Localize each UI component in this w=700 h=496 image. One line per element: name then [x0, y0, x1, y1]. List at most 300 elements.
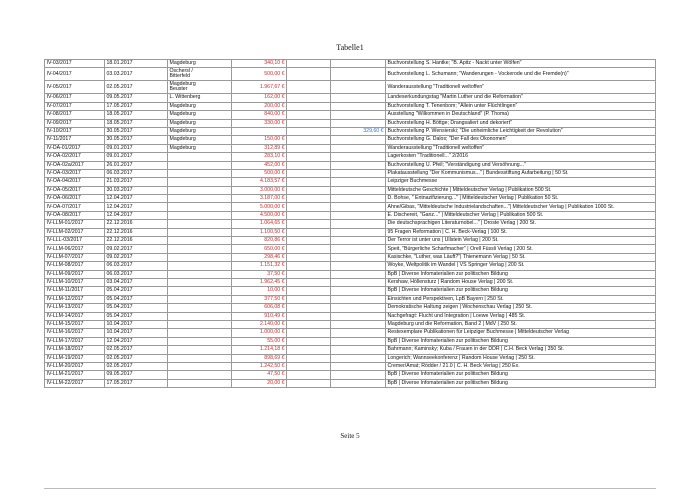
row-date-cell [105, 346, 168, 354]
row-place-text: Magdeburg [169, 102, 196, 109]
row-blank-cell [287, 203, 331, 211]
row-blank-cell [287, 102, 331, 110]
row-date-text: 18.01.2017 [106, 60, 133, 67]
row-id-text: IV-OA-03/2017 [46, 170, 81, 176]
row-id-cell [45, 278, 105, 286]
row-description-cell [386, 337, 656, 345]
row-description-text: Kershaw, Höllensturz | Random House Verlag | 200 St. [387, 279, 514, 286]
row-id-cell [45, 68, 105, 81]
row-description-text: Magdeburg und die Reformation, Band 2 | MdV | 250 St. [387, 321, 517, 328]
row-date-cell [105, 186, 168, 194]
row-blank-cell [287, 312, 331, 320]
row-place-cell [168, 111, 232, 119]
row-description-cell [386, 287, 656, 295]
row-date-cell [105, 94, 168, 102]
row-place-cell [168, 220, 232, 228]
row-id-cell [45, 304, 105, 312]
row-date-text: 30.05.2017 [106, 136, 133, 143]
row-place-cell [168, 346, 232, 354]
row-blank-cell [287, 237, 331, 245]
row-blank-cell [287, 178, 331, 186]
row-blank-cell [287, 245, 331, 253]
row-place-cell [168, 237, 232, 245]
row-description-text: Buchvorstellung H. Böttge; Drangsaliert und dekoriert" [387, 119, 512, 126]
row-date-text: 06.03.2017 [106, 262, 133, 269]
row-id-cell [45, 220, 105, 228]
row-description-cell [386, 278, 656, 286]
row-description-text: Longerich; Wannseekonferenz | Random House Verlag | 250 St. [387, 354, 535, 361]
row-id-text: IV-LLM-14/2017 [46, 312, 84, 319]
row-description-cell [386, 136, 656, 144]
row-date-cell [105, 228, 168, 236]
row-id-text: IV-10/2017 [46, 128, 72, 135]
row-description-text: Kasischke, "Luther, was Läuft?"| Thienemann Verlag | 50 St. [387, 253, 526, 260]
row-amount-text: 200,00 € [264, 102, 285, 109]
row-amount-cell [232, 245, 287, 253]
table-row [45, 60, 656, 68]
row-id-text: IV-LLM-17/2017 [46, 337, 84, 344]
row-description-cell [386, 237, 656, 245]
row-id-cell [45, 262, 105, 270]
row-blank-cell [287, 153, 331, 161]
row-date-text: 09.01.2017 [106, 153, 133, 160]
row-id-cell [45, 178, 105, 186]
row-place-cell [168, 195, 232, 203]
table-row [45, 68, 656, 81]
row-blank-cell [287, 195, 331, 203]
row-description-cell [386, 60, 656, 68]
row-date-cell [105, 153, 168, 161]
row-description-cell [386, 371, 656, 379]
row-date-text: 30.03.2017 [106, 186, 133, 193]
row-extra-amount-cell [331, 136, 386, 144]
row-amount-cell [232, 119, 287, 127]
row-date-text: 09.02.2017 [106, 245, 133, 252]
row-description-cell [386, 195, 656, 203]
row-amount-text: 10,00 € [267, 287, 285, 294]
row-date-text: 17.05.2017 [106, 379, 133, 386]
row-description-cell [386, 127, 656, 135]
row-extra-amount-cell [331, 253, 386, 261]
row-place-secondary-text: Beuster [169, 86, 188, 93]
row-id-text: IV-OA-02a/2017 [46, 161, 84, 168]
row-place-cell [168, 312, 232, 320]
row-description-cell [386, 94, 656, 102]
row-blank-cell [287, 278, 331, 286]
row-amount-text: 3.187,00 € [259, 195, 285, 202]
table-row [45, 337, 656, 345]
row-blank-cell [287, 136, 331, 144]
row-date-text: 30.05.2017 [106, 128, 133, 135]
row-blank-cell [287, 186, 331, 194]
row-extra-amount-cell [331, 329, 386, 337]
row-amount-text: 1.100,50 € [259, 228, 285, 235]
row-id-text: IV-LLM-21/2017 [46, 371, 84, 378]
row-place-cell [168, 262, 232, 270]
row-extra-amount-cell [331, 68, 386, 81]
row-amount-text: 150,00 € [264, 136, 285, 143]
row-description-cell [386, 153, 656, 161]
row-date-cell [105, 253, 168, 261]
table-row [45, 371, 656, 379]
table-row [45, 211, 656, 219]
row-amount-text: 1.962,45 € [259, 279, 285, 286]
row-description-cell [386, 169, 656, 177]
row-id-text: IV-OA-06/2017 [46, 195, 81, 202]
table-row [45, 304, 656, 312]
row-id-cell [45, 354, 105, 362]
row-extra-amount-cell [331, 60, 386, 68]
row-place-cell [168, 337, 232, 345]
row-id-text: IV-LLM-11/2017 [46, 287, 84, 294]
row-description-cell [386, 346, 656, 354]
row-id-cell [45, 237, 105, 245]
row-date-text: 09.02.2017 [106, 253, 133, 260]
row-blank-cell [287, 228, 331, 236]
row-extra-amount-cell [331, 169, 386, 177]
row-blank-cell [287, 253, 331, 261]
row-date-text: 06.03.2017 [106, 270, 133, 277]
row-place-text: Magdeburg [169, 136, 196, 143]
table-row [45, 81, 656, 94]
row-id-cell [45, 94, 105, 102]
table-row [45, 262, 656, 270]
row-date-cell [105, 320, 168, 328]
row-id-text: IV-OA-04/2017 [46, 178, 81, 185]
table-row [45, 102, 656, 110]
row-description-text: E. Dischereit, "Ganz..." | Mitteldeutscher Verlag | Publikation 500 St. [387, 211, 544, 218]
row-amount-text: 55,00 € [267, 337, 285, 344]
row-date-text: 03.04.2017 [106, 279, 133, 286]
row-description-text: BpB | Diverse Infomaterialien zur politischen Bildung [387, 379, 508, 386]
row-blank-cell [287, 94, 331, 102]
row-extra-amount-cell [331, 127, 386, 135]
row-extra-amount-cell [331, 278, 386, 286]
row-date-cell [105, 178, 168, 186]
row-extra-amount-cell [331, 144, 386, 152]
row-amount-cell [232, 186, 287, 194]
row-amount-cell [232, 153, 287, 161]
row-description-text: BpB | Diverse Infomaterialien zur politischen Bildung [387, 337, 508, 344]
row-place-cell [168, 119, 232, 127]
row-blank-cell [287, 379, 331, 387]
row-date-cell [105, 371, 168, 379]
row-blank-cell [287, 320, 331, 328]
row-description-cell [386, 245, 656, 253]
row-amount-cell [232, 136, 287, 144]
row-amount-cell [232, 203, 287, 211]
row-id-cell [45, 81, 105, 94]
row-blank-cell [287, 169, 331, 177]
table-row [45, 195, 656, 203]
row-extra-amount-cell [331, 320, 386, 328]
row-amount-cell [232, 111, 287, 119]
row-date-cell [105, 144, 168, 152]
table-row [45, 136, 656, 144]
row-description-text: 95 Fragen Reformation | C. H. Beck-Verlag | 100 St. [387, 228, 507, 235]
row-date-text: 02.05.2017 [106, 346, 133, 353]
row-extra-amount-cell [331, 81, 386, 94]
row-place-cell [168, 320, 232, 328]
row-id-text: IV-LLM-20/2017 [46, 362, 84, 369]
row-description-cell [386, 161, 656, 169]
row-id-text: IV-OA-07/2017 [46, 203, 81, 210]
row-blank-cell [287, 329, 331, 337]
row-id-text: IV-03/2017 [46, 60, 72, 67]
row-date-cell [105, 278, 168, 286]
row-description-text: Leipziger Buchmesse [387, 178, 438, 185]
row-id-text: IV-LLL-03/2017 [46, 237, 82, 244]
row-id-text: IV-LLM-16/2017 [46, 329, 84, 336]
table-row [45, 186, 656, 194]
row-amount-text: 1.967,67 € [259, 83, 285, 90]
row-id-text: IV-LLM-01/2017 [46, 220, 84, 227]
row-blank-cell [287, 337, 331, 345]
row-description-cell [386, 81, 656, 94]
row-date-text: 22.12.2016 [106, 220, 133, 227]
row-extra-amount-cell [331, 287, 386, 295]
bottom-rule [44, 488, 656, 489]
row-place-cell [168, 295, 232, 303]
row-date-text: 21.03.2017 [106, 178, 133, 185]
row-date-text: 22.12.2016 [106, 228, 133, 235]
row-id-cell [45, 195, 105, 203]
row-description-text: Plakatausstellung "Der Kommunismus..." | Bundesstiftung Aufarbeitung | 50 St. [387, 170, 569, 176]
table-row [45, 245, 656, 253]
row-extra-amount-cell [331, 262, 386, 270]
row-place-cell [168, 81, 232, 94]
row-place-cell [168, 203, 232, 211]
row-date-text: 12.04.2017 [106, 195, 133, 202]
row-amount-cell [232, 237, 287, 245]
row-place-cell [168, 354, 232, 362]
row-description-text: BpB | Diverse Infomaterialien zur politischen Bildung [387, 287, 508, 294]
table-row [45, 287, 656, 295]
row-id-text: IV-LLM-02/2017 [46, 228, 84, 235]
row-date-cell [105, 161, 168, 169]
row-place-cell [168, 153, 232, 161]
row-amount-text: 47,50 € [267, 371, 285, 378]
row-blank-cell [287, 262, 331, 270]
row-blank-cell [287, 371, 331, 379]
row-blank-cell [287, 60, 331, 68]
row-description-cell [386, 186, 656, 194]
row-place-cell [168, 304, 232, 312]
row-description-text: BpB | Diverse Infomaterialien zur politischen Bildung [387, 371, 508, 378]
table-row [45, 320, 656, 328]
table-row [45, 169, 656, 177]
row-amount-cell [232, 161, 287, 169]
row-id-cell [45, 111, 105, 119]
row-date-text: 05.04.2017 [106, 287, 133, 294]
row-amount-text: 330,00 € [264, 119, 285, 126]
row-description-cell [386, 119, 656, 127]
row-date-cell [105, 295, 168, 303]
row-description-text: Bahrmann; Kaminsky; Kuba / Frauen in der DDR | C.H. Beck Verlag | 350 St. [387, 346, 565, 353]
row-date-cell [105, 262, 168, 270]
row-id-cell [45, 144, 105, 152]
row-description-cell [386, 178, 656, 186]
row-date-cell [105, 68, 168, 81]
row-date-cell [105, 195, 168, 203]
row-place-cell [168, 68, 232, 81]
row-date-cell [105, 312, 168, 320]
row-id-cell [45, 102, 105, 110]
row-date-cell [105, 169, 168, 177]
row-id-cell [45, 270, 105, 278]
row-amount-cell [232, 253, 287, 261]
row-amount-cell [232, 312, 287, 320]
row-id-text: IV-11/2017 [46, 136, 72, 143]
row-extra-amount-cell [331, 228, 386, 236]
row-place-cell [168, 329, 232, 337]
row-description-cell [386, 253, 656, 261]
row-id-text: IV-LLM-19/2017 [46, 354, 84, 361]
row-extra-amount-cell [331, 153, 386, 161]
page-number: Seite 5 [340, 432, 360, 440]
row-description-cell [386, 111, 656, 119]
row-extra-amount-cell [331, 203, 386, 211]
row-date-cell [105, 337, 168, 345]
row-id-cell [45, 362, 105, 370]
row-id-text: IV-LLM-10/2017 [46, 279, 84, 286]
row-id-cell [45, 153, 105, 161]
row-id-text: IV-09/2017 [46, 119, 72, 126]
row-place-cell [168, 127, 232, 135]
row-amount-text: 1.242,50 € [259, 362, 285, 369]
row-amount-text: 500,00 € [264, 70, 285, 77]
table-row [45, 111, 656, 119]
row-description-text: Demokratische Haltung zeigen | Wochenschau Verlag | 250 St. [387, 304, 532, 311]
row-amount-text: 3.000,00 € [259, 186, 285, 193]
row-date-text: 18.05.2017 [106, 111, 133, 118]
row-description-text: Wanderausstellung "Traditionell weltoffen" [387, 144, 485, 151]
row-amount-cell [232, 262, 287, 270]
row-date-cell [105, 203, 168, 211]
table-row [45, 346, 656, 354]
row-place-text: Magdeburg [169, 111, 196, 118]
row-amount-cell [232, 337, 287, 345]
row-date-text: 09.05.2017 [106, 94, 133, 101]
row-date-text: 05.04.2017 [106, 304, 133, 311]
row-description-text: BpB | Diverse Infomaterialien zur politischen Bildung [387, 270, 508, 277]
row-amount-text: 452,00 € [264, 161, 285, 168]
row-extra-amount-cell [331, 245, 386, 253]
row-amount-cell [232, 127, 287, 135]
row-date-text: 02.05.2017 [106, 362, 133, 369]
row-extra-amount-cell [331, 304, 386, 312]
table-row [45, 312, 656, 320]
row-extra-amount-cell [331, 211, 386, 219]
row-description-cell [386, 379, 656, 387]
row-id-text: IV-LLM-06/2017 [46, 245, 84, 252]
row-date-text: 06.03.2017 [106, 170, 133, 176]
row-date-cell [105, 211, 168, 219]
row-place-cell [168, 144, 232, 152]
row-extra-amount-cell [331, 102, 386, 110]
row-id-cell [45, 312, 105, 320]
row-id-text: IV-OA-08/2017 [46, 211, 81, 218]
row-place-cell [168, 169, 232, 177]
row-extra-amount-cell [331, 237, 386, 245]
row-date-text: 17.05.2017 [106, 102, 133, 109]
row-id-cell [45, 203, 105, 211]
row-place-cell [168, 161, 232, 169]
row-extra-amount-cell [331, 220, 386, 228]
row-blank-cell [287, 127, 331, 135]
row-amount-cell [232, 102, 287, 110]
row-description-text: Buchvorstellung U. Pfeil; "Verständigung und Versöhnung..." [387, 161, 526, 168]
table-row [45, 253, 656, 261]
row-date-text: 26.01.2017 [106, 161, 133, 168]
row-id-cell [45, 169, 105, 177]
row-place-cell [168, 178, 232, 186]
row-description-cell [386, 362, 656, 370]
row-blank-cell [287, 211, 331, 219]
row-id-cell [45, 295, 105, 303]
row-amount-text: 650,00 € [264, 245, 285, 252]
table-row [45, 203, 656, 211]
row-amount-text: 1.064,65 € [259, 220, 285, 227]
row-description-cell [386, 220, 656, 228]
table-row [45, 329, 656, 337]
row-amount-cell [232, 68, 287, 81]
row-amount-text: 820,86 € [264, 237, 285, 244]
spreadsheet-table [44, 59, 656, 388]
row-description-text: Woyke, Weltpolitik im Wandel | VS Springer Verlag | 200 St. [387, 262, 525, 269]
table-row [45, 161, 656, 169]
row-blank-cell [287, 161, 331, 169]
row-amount-cell [232, 144, 287, 152]
row-date-cell [105, 270, 168, 278]
row-amount-text: 298,46 € [264, 253, 285, 260]
row-description-text: Lagerkosten "Traditionell..." 2/2016 [387, 153, 468, 160]
row-id-cell [45, 136, 105, 144]
row-amount-cell [232, 220, 287, 228]
row-extra-amount-cell [331, 346, 386, 354]
row-place-text: Magdeburg [169, 144, 196, 151]
table-row [45, 119, 656, 127]
row-place-cell [168, 102, 232, 110]
row-place-text: Magdeburg [169, 128, 196, 135]
table-row [45, 144, 656, 152]
row-amount-text: 37,50 € [267, 270, 285, 277]
row-date-cell [105, 81, 168, 94]
row-id-cell [45, 371, 105, 379]
table-row [45, 362, 656, 370]
row-extra-amount-cell [331, 178, 386, 186]
row-place-secondary-text: Bitterfeld [169, 73, 190, 80]
row-id-text: IV-LLM-08/2017 [46, 262, 84, 269]
row-place-cell [168, 228, 232, 236]
row-id-cell [45, 119, 105, 127]
row-amount-cell [232, 362, 287, 370]
row-place-cell [168, 362, 232, 370]
row-date-text: 12.04.2017 [106, 203, 133, 210]
row-place-cell [168, 287, 232, 295]
row-description-text: Der Terror ist unter uns | Ullstein Verlag | 200 St. [387, 237, 499, 244]
table-row [45, 237, 656, 245]
row-description-text: Buchvorstellung S. Hantke; "B. Apitz - Nackt unter Wölfen" [387, 60, 522, 67]
row-blank-cell [287, 346, 331, 354]
row-id-text: IV-OA-05/2017 [46, 186, 81, 193]
row-description-text: Landeserkundungstag "Martin Luther und die Reformation" [387, 94, 523, 101]
row-amount-cell [232, 287, 287, 295]
row-description-cell [386, 211, 656, 219]
row-amount-text: 283,10 € [264, 153, 285, 160]
row-blank-cell [287, 304, 331, 312]
row-date-text: 12.04.2017 [106, 337, 133, 344]
